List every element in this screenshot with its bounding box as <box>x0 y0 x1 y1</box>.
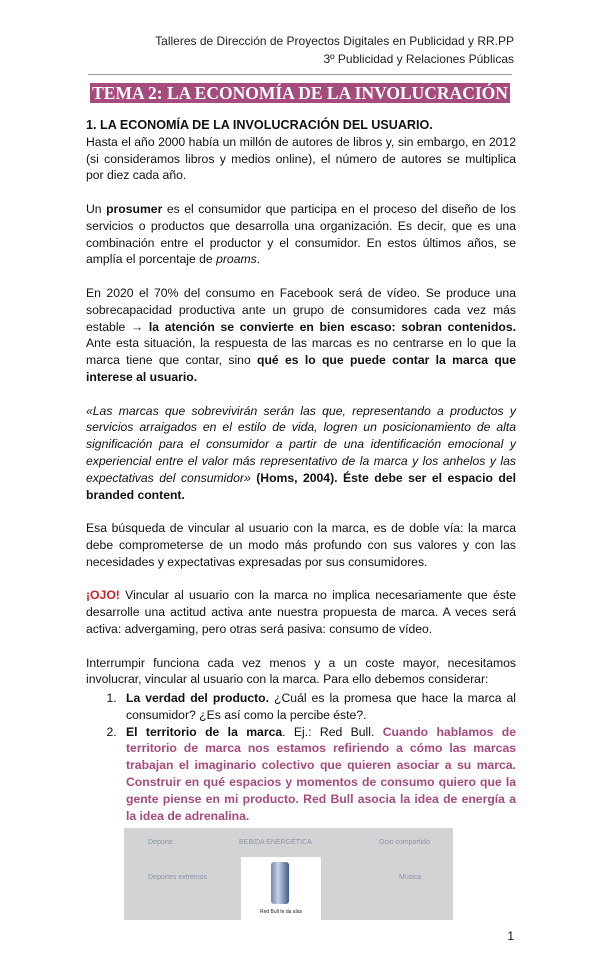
paragraph-double-way: Esa búsqueda de vincular al usuario con la marca, es de doble vía: la marca debe comprometerse de un modo más profundo con sus valores y con las necesidades y expectativas expresadas por sus consumidores. <box>86 521 516 569</box>
item-text: ¿Cuál es la promesa que hace la marca al consumidor? ¿Es así como la percibe éste?. <box>126 691 516 722</box>
paragraph-authors: Hasta el año 2000 había un millón de autores de libros y, sin embargo, en 2012 (si consideramos libros y medios online), el número de autores se multiplica por diez cada año. <box>86 134 516 183</box>
citation: (Homs, 2004). Éste debe ser el espacio del branded content. <box>86 470 516 502</box>
term-proams: proams <box>216 252 257 267</box>
document-body <box>86 0 516 920</box>
item-title: El territorio de la marca <box>126 724 283 739</box>
list-item <box>120 690 516 724</box>
paragraph-interrupt: Interrumpir funciona cada vez menos y a un coste mayor, necesitamos involucrar, vincular al usuario con la marca. Para ello debemos considerar: <box>86 655 516 687</box>
list-item <box>120 724 516 825</box>
text: Un <box>86 201 107 216</box>
considerations-list <box>86 690 516 824</box>
section-heading: 1. LA ECONOMÍA DE LA INVOLUCRACIÓN DEL USUARIO. <box>86 118 433 132</box>
product-panel <box>241 857 321 920</box>
slogan: Red Bull te da alas <box>260 909 302 916</box>
header-degree: 3º Publicidad y Relaciones Públicas <box>323 52 514 66</box>
highlight-text: Cuando hablamos de territorio de marca nos estamos refiriendo a cómo las marcas trabajan el imaginario colectivo que quieren asociar a su marca. Construir en qué espacios y momentos de consumo quiero que la gente piense en mi producto. Red Bull asocia la idea de energía a la idea de adrenalina. <box>126 724 516 823</box>
header-course: Talleres de Dirección de Proyectos Digitales en Publicidad y RR.PP <box>155 34 514 48</box>
text: Ante esta situación, la respuesta de las marcas es no centrarse en lo que la marca tiene que contar, sino <box>86 336 516 368</box>
label-bebida: BEBIDA ENERGÉTICA <box>239 839 312 847</box>
text: Vincular al usuario con la marca no implica necesariamente que éste desarrolle una actitud activa ante nuestra propuesta de marca. A veces será activa: advergaming, pero otras será pasiva: consumo de vídeo. <box>86 588 516 636</box>
text: En 2020 el 70% del consumo en Facebook será de vídeo. Se produce una sobrecapacidad productiva ante un grupo de consumidores cada vez más estable → <box>86 285 516 334</box>
paragraph-ojo <box>86 587 516 637</box>
red-bull-can-image <box>271 862 289 904</box>
term-prosumer: prosumer <box>106 201 163 216</box>
label-musica: Música <box>399 874 422 882</box>
label-extremos: Deportes extremos <box>148 874 208 882</box>
brand-territory-figure <box>124 828 453 920</box>
warning-label: ¡OJO! <box>86 588 120 603</box>
bold-text: qué es lo que puede contar la marca que interese al usuario. <box>86 353 516 384</box>
paragraph-prosumer <box>86 201 516 268</box>
title-text: TEMA 2: LA ECONOMÍA DE LA INVOLUCRACIÓN <box>92 83 508 103</box>
paragraph-quote <box>86 403 516 504</box>
quote: «Las marcas que sobrevivirán serán las que, representando a productos y servicios arraigados en el estilo de vida, logren un posicionamiento de alta significación para el consumidor a partir de una identificación emocional y experiencial entre el valor más representativo de la marca y los anhelos y las expectativas del consumidor» <box>86 403 516 485</box>
text: es el consumidor que participa en el proceso del diseño de los servicios o productos que desarrolla una organización. Es decir, que es una combinación entre el productor y el consumidor. En estos últimos años, se amplía el porcentaje de <box>86 201 517 267</box>
bold-text: la atención se convierte en bien escaso: sobran contenidos. <box>148 319 516 334</box>
text: . <box>256 252 261 267</box>
item-title: La verdad del producto. <box>126 691 270 706</box>
label-deporte: Deporte <box>148 839 173 847</box>
label-ocio: Ocio compartido <box>379 839 430 847</box>
page-number: 1 <box>507 929 514 944</box>
item-text: . Ej.: Red Bull. <box>282 724 383 739</box>
paragraph-attention <box>86 285 516 386</box>
